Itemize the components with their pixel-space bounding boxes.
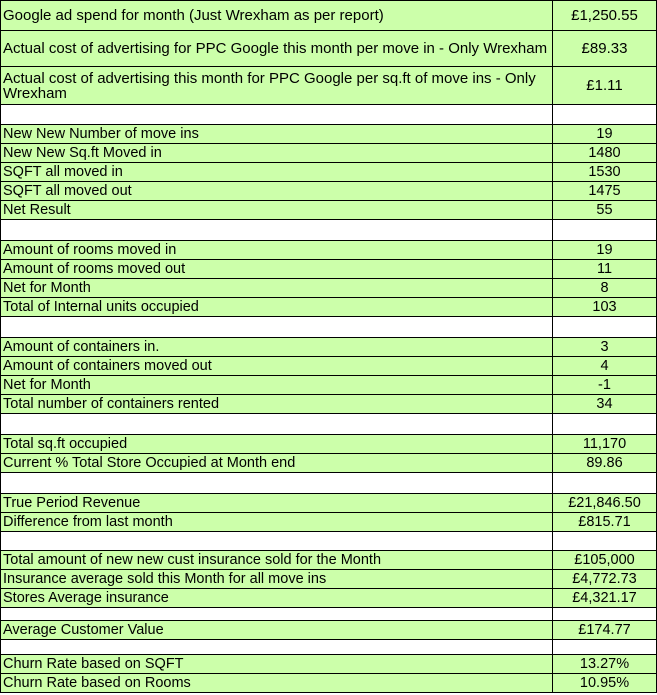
empty-cell (1, 608, 553, 621)
row-label[interactable]: Churn Rate based on SQFT (1, 655, 553, 674)
table-row (1, 589, 657, 608)
row-value[interactable]: 19 (553, 241, 657, 260)
spacer-row (1, 640, 657, 655)
row-value[interactable]: 10.95% (553, 674, 657, 693)
spacer-row (1, 105, 657, 125)
table-row (1, 395, 657, 414)
empty-cell (553, 640, 657, 655)
row-label[interactable]: Total amount of new new cust insurance sold for the Month (1, 551, 553, 570)
row-value[interactable]: £174.77 (553, 621, 657, 640)
row-label[interactable]: New New Sq.ft Moved in (1, 144, 553, 163)
row-label[interactable]: New New Number of move ins (1, 125, 553, 144)
row-value[interactable]: 13.27% (553, 655, 657, 674)
table-row (1, 144, 657, 163)
table-row (1, 182, 657, 201)
row-label[interactable]: SQFT all moved in (1, 163, 553, 182)
table-row (1, 454, 657, 473)
row-label[interactable]: Total sq.ft occupied (1, 435, 553, 454)
row-value[interactable]: 1475 (553, 182, 657, 201)
table-row (1, 201, 657, 220)
table-row (1, 655, 657, 674)
row-label[interactable]: Average Customer Value (1, 621, 553, 640)
row-value[interactable]: 8 (553, 279, 657, 298)
row-label[interactable]: Net for Month (1, 279, 553, 298)
row-label[interactable]: Amount of rooms moved out (1, 260, 553, 279)
row-label[interactable]: Actual cost of advertising this month for PPC Google per sq.ft of move ins - Only Wrexham (1, 67, 553, 105)
row-value[interactable]: £1.11 (553, 67, 657, 105)
row-label[interactable]: Google ad spend for month (Just Wrexham as per report) (1, 1, 553, 31)
row-value[interactable]: £4,321.17 (553, 589, 657, 608)
table-row (1, 570, 657, 589)
spacer-row (1, 317, 657, 338)
table-row (1, 551, 657, 570)
row-value[interactable]: 4 (553, 357, 657, 376)
row-value[interactable]: -1 (553, 376, 657, 395)
table-row (1, 513, 657, 532)
table-row (1, 357, 657, 376)
spacer-row (1, 532, 657, 551)
row-value[interactable]: 1530 (553, 163, 657, 182)
empty-cell (553, 532, 657, 551)
spacer-row (1, 473, 657, 494)
empty-cell (1, 105, 553, 125)
table-row (1, 163, 657, 182)
empty-cell (1, 317, 553, 338)
row-value[interactable]: 11,170 (553, 435, 657, 454)
table-row (1, 279, 657, 298)
spacer-row (1, 608, 657, 621)
spacer-row (1, 414, 657, 435)
row-label[interactable]: Churn Rate based on Rooms (1, 674, 553, 693)
row-label[interactable]: SQFT all moved out (1, 182, 553, 201)
row-value[interactable]: 3 (553, 338, 657, 357)
table-row (1, 435, 657, 454)
table-row (1, 494, 657, 513)
empty-cell (553, 608, 657, 621)
empty-cell (553, 220, 657, 241)
table-row (1, 298, 657, 317)
row-label[interactable]: Amount of containers moved out (1, 357, 553, 376)
row-label[interactable]: True Period Revenue (1, 494, 553, 513)
row-label[interactable]: Amount of rooms moved in (1, 241, 553, 260)
table-row (1, 125, 657, 144)
row-label[interactable]: Amount of containers in. (1, 338, 553, 357)
row-label[interactable]: Total of Internal units occupied (1, 298, 553, 317)
row-value[interactable]: £1,250.55 (553, 1, 657, 31)
table-row (1, 621, 657, 640)
row-label[interactable]: Insurance average sold this Month for all move ins (1, 570, 553, 589)
empty-cell (1, 532, 553, 551)
row-label[interactable]: Difference from last month (1, 513, 553, 532)
empty-cell (1, 640, 553, 655)
report-table-body (1, 1, 657, 693)
row-value[interactable]: 89.86 (553, 454, 657, 473)
row-value[interactable]: £815.71 (553, 513, 657, 532)
row-value[interactable]: 55 (553, 201, 657, 220)
empty-cell (553, 414, 657, 435)
row-value[interactable]: £105,000 (553, 551, 657, 570)
empty-cell (1, 414, 553, 435)
empty-cell (1, 220, 553, 241)
row-value[interactable]: 19 (553, 125, 657, 144)
row-label[interactable]: Stores Average insurance (1, 589, 553, 608)
empty-cell (553, 317, 657, 338)
table-row (1, 241, 657, 260)
spacer-row (1, 220, 657, 241)
table-row (1, 67, 657, 105)
empty-cell (1, 473, 553, 494)
table-row (1, 338, 657, 357)
row-label[interactable]: Net Result (1, 201, 553, 220)
row-value[interactable]: £21,846.50 (553, 494, 657, 513)
table-row (1, 260, 657, 279)
empty-cell (553, 105, 657, 125)
row-value[interactable]: 34 (553, 395, 657, 414)
row-label[interactable]: Total number of containers rented (1, 395, 553, 414)
table-row (1, 1, 657, 31)
table-row (1, 31, 657, 67)
row-value[interactable]: 1480 (553, 144, 657, 163)
row-value[interactable]: £89.33 (553, 31, 657, 67)
table-row (1, 674, 657, 693)
row-label[interactable]: Current % Total Store Occupied at Month end (1, 454, 553, 473)
row-value[interactable]: 103 (553, 298, 657, 317)
table-row (1, 376, 657, 395)
row-label[interactable]: Actual cost of advertising for PPC Google this month per move in - Only Wrexham (1, 31, 553, 67)
empty-cell (553, 473, 657, 494)
row-value[interactable]: £4,772.73 (553, 570, 657, 589)
row-label[interactable]: Net for Month (1, 376, 553, 395)
row-value[interactable]: 11 (553, 260, 657, 279)
